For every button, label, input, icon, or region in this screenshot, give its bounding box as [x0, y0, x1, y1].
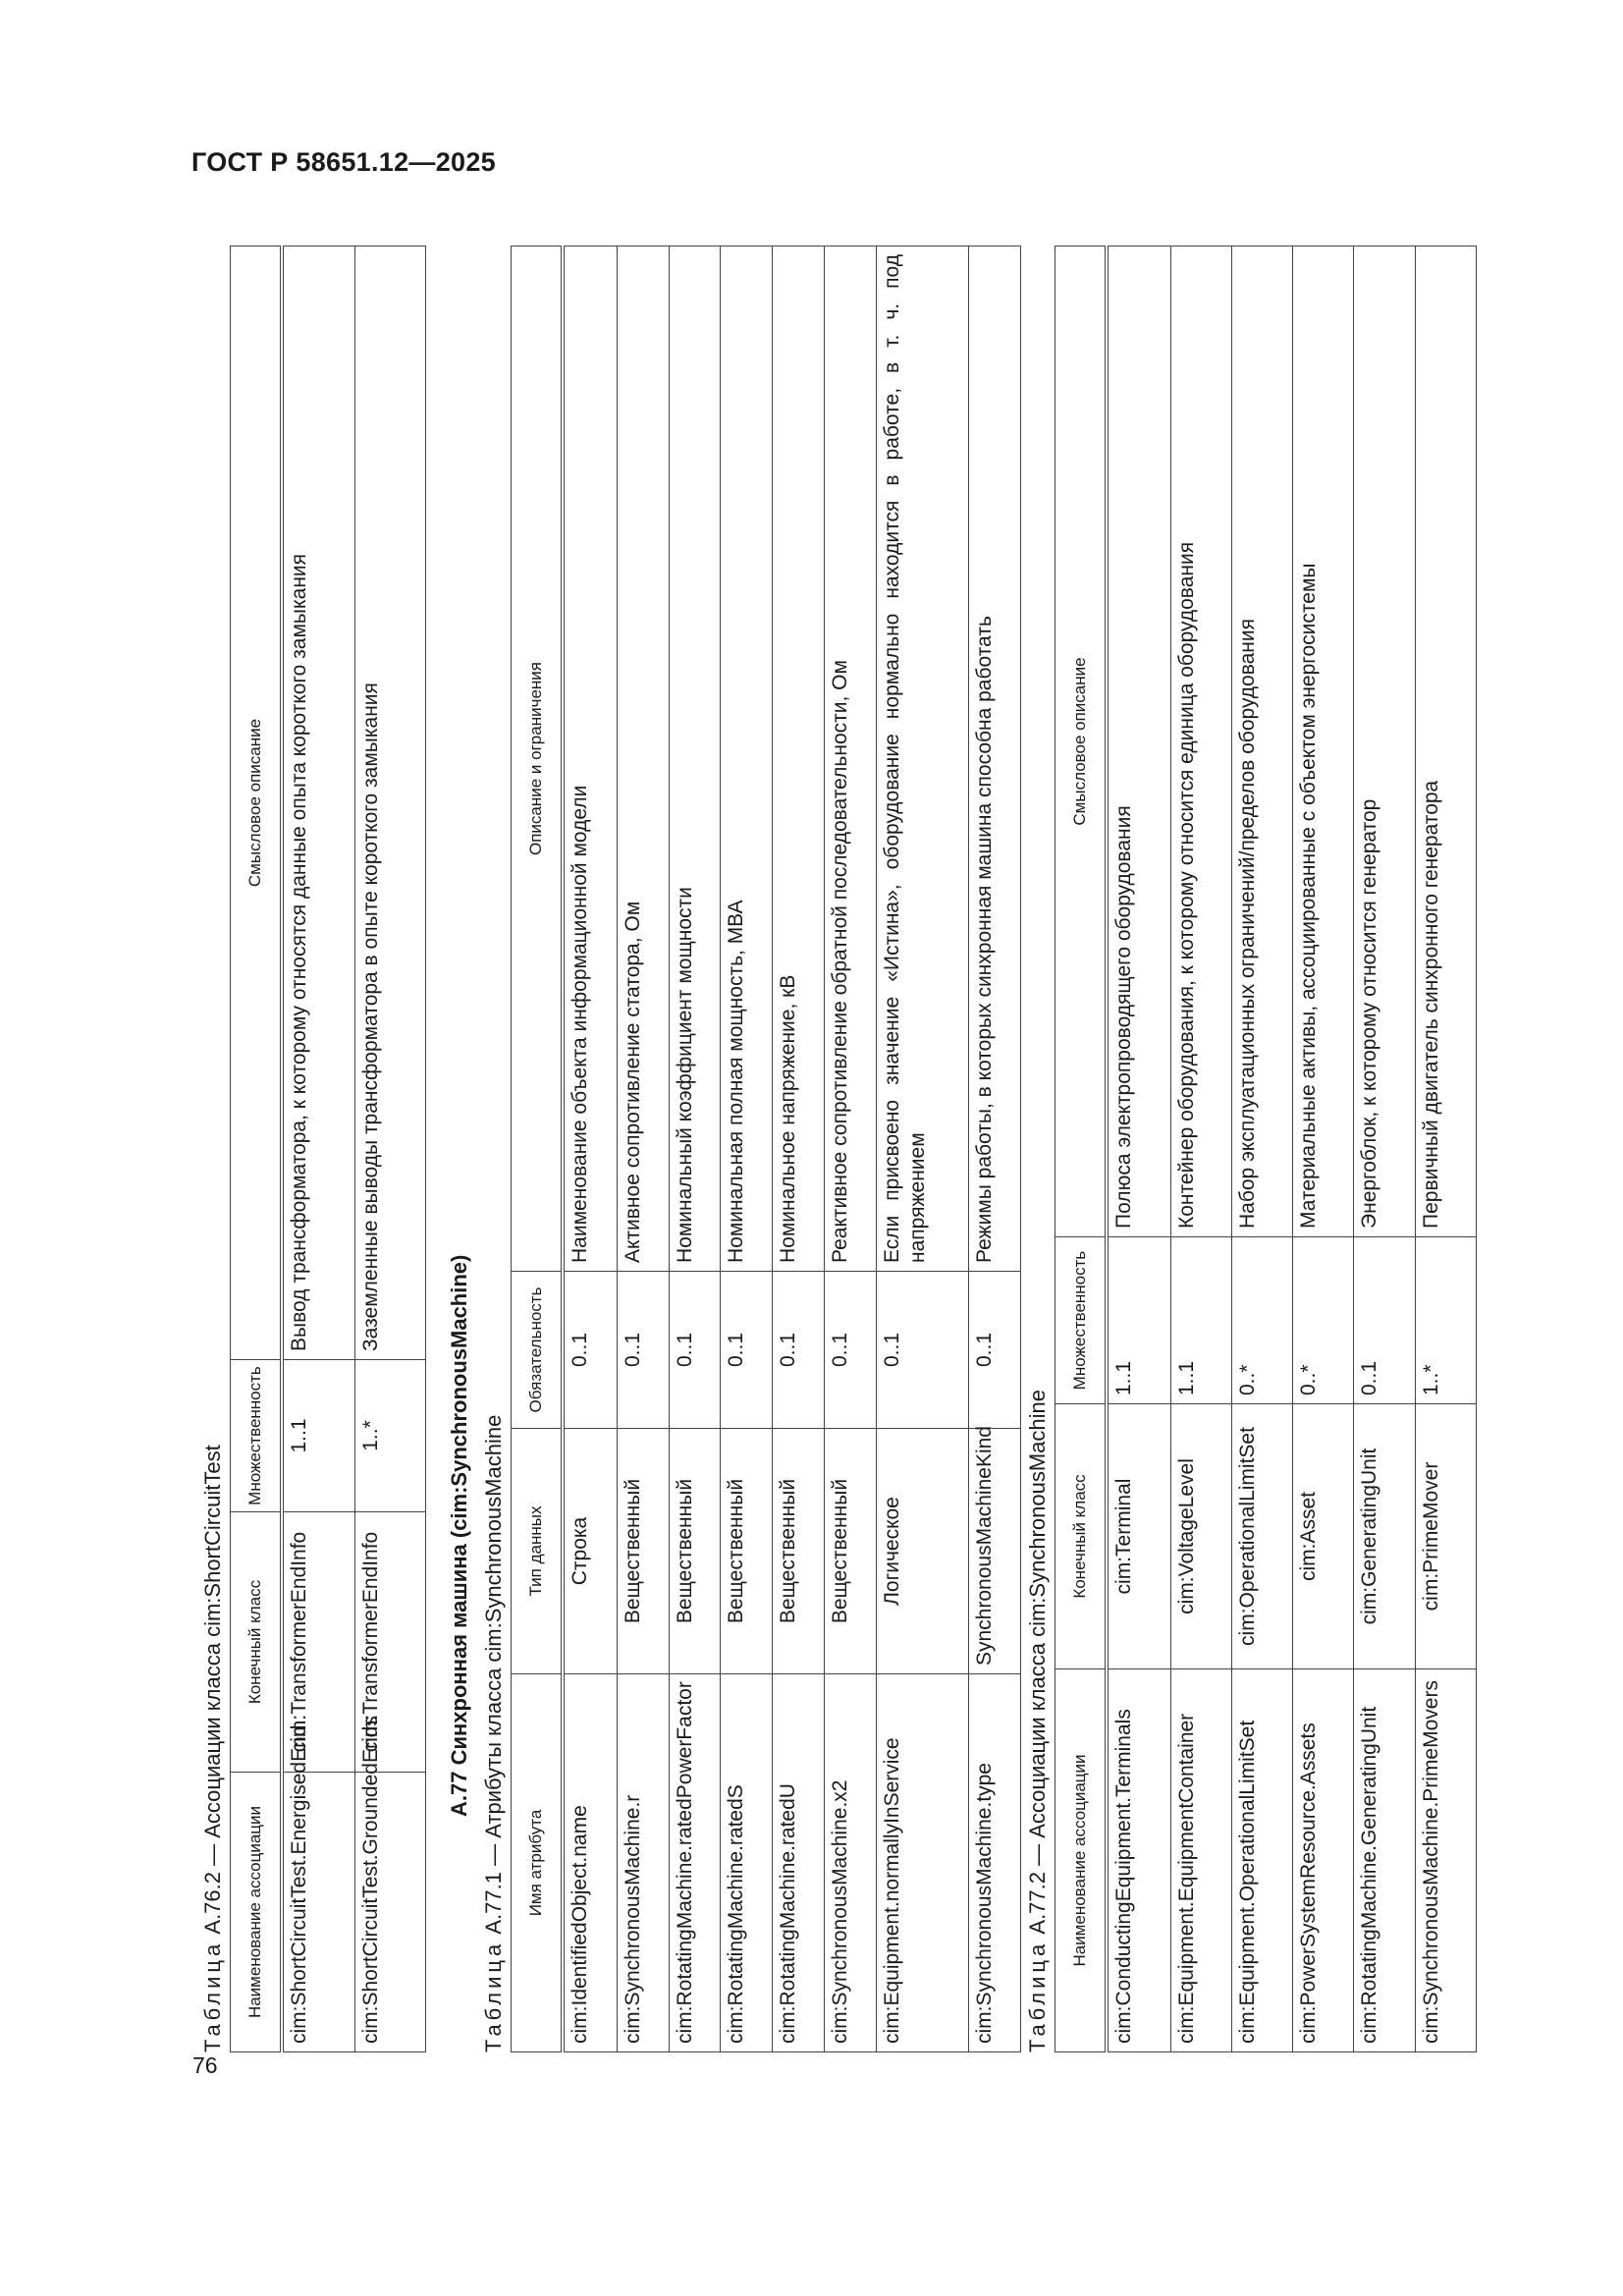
- table-cell: cim:ShortCircuitTest.EnergisedEnd: [282, 1773, 355, 2052]
- table-cell: 0..1: [617, 1272, 669, 1429]
- document-code: ГОСТ Р 58651.12—2025: [191, 147, 496, 177]
- table-cell: 0..1: [1354, 1237, 1415, 1404]
- table-row: [1293, 246, 1354, 2052]
- table-cell: cim:Equipment.OperationalLimitSet: [1231, 1669, 1292, 2052]
- table-cell: 0..1: [773, 1272, 825, 1429]
- table-cell: 0..1: [721, 1272, 773, 1429]
- table-cell: cim:Equipment.EquipmentContainer: [1170, 1669, 1231, 2052]
- rotated-page-content: [196, 206, 1492, 2052]
- table-cell: cim:Equipment.normallyInService: [876, 1674, 968, 2052]
- header-cell: Множественность: [231, 1360, 283, 1512]
- table-cell: Материальные активы, ассоциированные с объектом энергосистемы: [1293, 246, 1354, 1237]
- table-cell: 1..1: [282, 1360, 355, 1512]
- table-row: [1415, 246, 1476, 2052]
- table-row: [282, 246, 355, 2052]
- table-cell: 0..1: [876, 1272, 968, 1429]
- table-cell: cim:SynchronousMachine.r: [617, 1674, 669, 2052]
- table-cell: Вещественный: [617, 1429, 669, 1674]
- table-cell: 1..1: [1170, 1237, 1231, 1404]
- table-cell: cim:Asset: [1293, 1404, 1354, 1669]
- table-cell: 0..1: [563, 1272, 617, 1429]
- table-cell: Контейнер оборудования, к которому относится единица оборудования: [1170, 246, 1231, 1237]
- table-cell: cim:SynchronousMachine.type: [969, 1674, 1021, 2052]
- table-cell: cim:RotatingMachine.GeneratingUnit: [1354, 1669, 1415, 2052]
- table-a77-1-caption: [477, 246, 511, 2052]
- table-cell: Заземленные выводы трансформатора в опыте короткого замыкания: [355, 246, 426, 1360]
- caption-word: Таблица: [200, 1940, 225, 2052]
- table-cell: cim:ShortCircuitTest.GroundedEnds: [355, 1773, 426, 2052]
- table-a77-2: [1055, 246, 1477, 2052]
- table-row: [355, 246, 426, 2052]
- table-row: [773, 246, 825, 2052]
- caption-text: А.77.1 — Атрибуты класса cim:SynchronousMachine: [481, 1414, 506, 1935]
- header-cell: Смысловое описание: [1055, 246, 1108, 1237]
- header-cell: Наименование ассоциации: [231, 1773, 283, 2052]
- table-row: [1354, 246, 1415, 2052]
- table-cell: cim:TransformerEndInfo: [355, 1512, 426, 1773]
- table-cell: Логическое: [876, 1429, 968, 1674]
- table-a76-2-caption: [196, 246, 230, 2052]
- table-cell: Номинальный коэффициент мощности: [669, 246, 721, 1272]
- table-cell: cim:RotatingMachine.ratedPowerFactor: [669, 1674, 721, 2052]
- table-cell: cim:GeneratingUnit: [1354, 1404, 1415, 1669]
- table-row: [669, 246, 721, 2052]
- table-row: [563, 246, 617, 2052]
- table-header-row: [512, 246, 564, 2052]
- table-cell: 0..*: [1231, 1237, 1292, 1404]
- table-cell: 0..1: [669, 1272, 721, 1429]
- table-cell: cim:TransformerEndInfo: [282, 1512, 355, 1773]
- header-cell: Конечный класс: [1055, 1404, 1108, 1669]
- table-cell: Наименование объекта информационной модели: [563, 246, 617, 1272]
- header-cell: Имя атрибута: [512, 1674, 564, 2052]
- table-cell: cim:IdentifiedObject.name: [563, 1674, 617, 2052]
- table-cell: Вещественный: [669, 1429, 721, 1674]
- table-header-row: [1055, 246, 1108, 2052]
- header-cell: Тип данных: [512, 1429, 564, 1674]
- table-cell: 0..1: [824, 1272, 876, 1429]
- table-cell: Если присвоено значение «Истина», оборудование нормально находится в работе, в т. ч. под напряжением: [876, 246, 968, 1272]
- page-number: 76: [192, 2052, 218, 2078]
- table-cell: Набор эксплуатационных ограничений/пределов оборудования: [1231, 246, 1292, 1237]
- table-cell: Вещественный: [773, 1429, 825, 1674]
- table-cell: Энергоблок, к которому относится генератор: [1354, 246, 1415, 1237]
- table-cell: cim:PrimeMover: [1415, 1404, 1476, 1669]
- table-cell: Вещественный: [721, 1429, 773, 1674]
- table-row: [1170, 246, 1231, 2052]
- table-a77-1: [511, 246, 1021, 2052]
- table-cell: 0..*: [1293, 1237, 1354, 1404]
- table-cell: 1..*: [355, 1360, 426, 1512]
- table-cell: 1..*: [1415, 1237, 1476, 1404]
- table-cell: Номинальная полная мощность, МВА: [721, 246, 773, 1272]
- table-cell: Вещественный: [824, 1429, 876, 1674]
- table-a77-1-block: [442, 246, 1021, 2052]
- table-cell: cim:SynchronousMachine.PrimeMovers: [1415, 1669, 1476, 2052]
- table-cell: Первичный двигатель синхронного генератора: [1415, 246, 1476, 1237]
- table-cell: cim:RotatingMachine.ratedS: [721, 1674, 773, 2052]
- table-cell: Реактивное сопротивление обратной последовательности, Ом: [824, 246, 876, 1272]
- table-header-row: [231, 246, 283, 2052]
- table-a77-2-caption: [1021, 246, 1055, 2052]
- table-cell: Активное сопротивление статора, Ом: [617, 246, 669, 1272]
- table-row: [876, 246, 968, 2052]
- table-row: [617, 246, 669, 2052]
- table-row: [824, 246, 876, 2052]
- table-row: [1231, 246, 1292, 2052]
- header-cell: Конечный класс: [231, 1512, 283, 1773]
- table-cell: Номинальное напряжение, кВ: [773, 246, 825, 1272]
- table-cell: Режимы работы, в которых синхронная машина способна работать: [969, 246, 1021, 1272]
- table-cell: cim:Terminal: [1107, 1404, 1170, 1669]
- header-cell: Обязательность: [512, 1272, 564, 1429]
- table-cell: cim:SynchronousMachine.x2: [824, 1674, 876, 2052]
- caption-text: А.76.2 — Ассоциации класса cim:ShortCircuitTest: [200, 1445, 225, 1935]
- table-a76-2: [230, 246, 426, 2052]
- table-cell: 0..1: [969, 1272, 1021, 1429]
- table-row: [1107, 246, 1170, 2052]
- header-cell: Множественность: [1055, 1237, 1108, 1404]
- table-row: [721, 246, 773, 2052]
- caption-word: Таблица: [481, 1940, 506, 2052]
- caption-word: Таблица: [1025, 1940, 1050, 2052]
- table-cell: Строка: [563, 1429, 617, 1674]
- header-cell: Описание и ограничения: [512, 246, 564, 1272]
- table-a76-2-block: [196, 246, 426, 2052]
- table-cell: cim:PowerSystemResource.Assets: [1293, 1669, 1354, 2052]
- header-cell: Смысловое описание: [231, 246, 283, 1360]
- table-cell: cim:VoltageLevel: [1170, 1404, 1231, 1669]
- table-cell: cim:ConductingEquipment.Terminals: [1107, 1669, 1170, 2052]
- caption-text: А.77.2 — Ассоциации класса cim:SynchronousMachine: [1025, 1390, 1050, 1935]
- table-cell: cim:OperationalLimitSet: [1231, 1404, 1292, 1669]
- table-cell: Вывод трансформатора, к которому относятся данные опыта короткого замыкания: [282, 246, 355, 1360]
- table-row: [969, 246, 1021, 2052]
- table-cell: SynchronousMachineKind: [969, 1429, 1021, 1674]
- table-cell: Полюса электропроводящего оборудования: [1107, 246, 1170, 1237]
- table-cell: 1..1: [1107, 1237, 1170, 1404]
- table-cell: cim:RotatingMachine.ratedU: [773, 1674, 825, 2052]
- table-a77-2-block: [1021, 246, 1477, 2052]
- header-cell: Наименование ассоциации: [1055, 1669, 1108, 2052]
- section-heading: А.77 Синхронная машина (cim:SynchronousMachine): [447, 1254, 471, 1817]
